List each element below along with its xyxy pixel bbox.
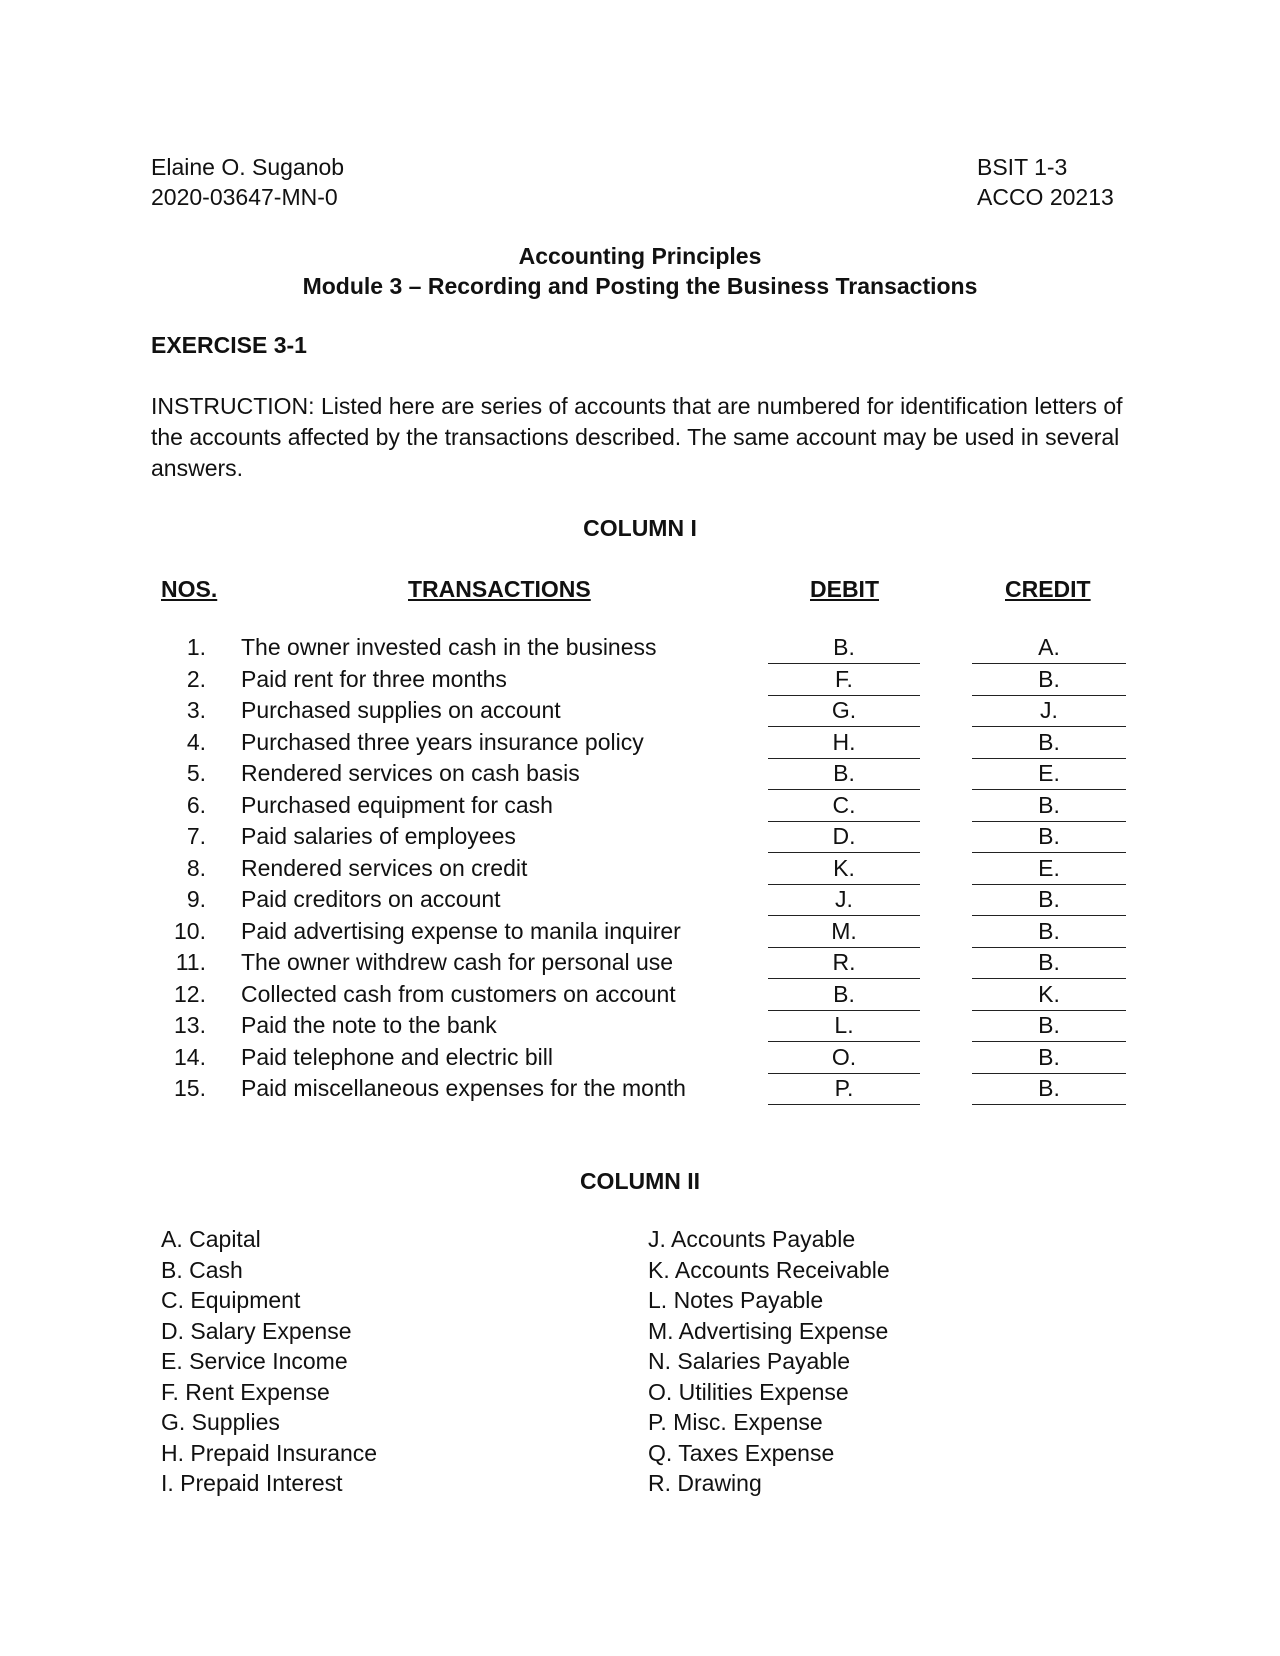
account-item: H. Prepaid Insurance bbox=[161, 1439, 378, 1466]
debit-answer: F. bbox=[768, 664, 920, 696]
debit-answer: P. bbox=[768, 1073, 920, 1105]
row-number: 1. bbox=[186, 634, 206, 660]
student-info bbox=[151, 152, 344, 212]
table-row bbox=[0, 632, 1280, 664]
credit-answer: E. bbox=[972, 758, 1126, 790]
title-line-1: Accounting Principles bbox=[518, 243, 762, 269]
debit-answer: R. bbox=[768, 947, 920, 979]
transaction-description: Paid rent for three months bbox=[241, 665, 507, 692]
table-row bbox=[0, 727, 1280, 759]
document-title bbox=[0, 241, 1280, 301]
debit-answer: C. bbox=[768, 790, 920, 822]
row-number: 14. bbox=[174, 1043, 206, 1070]
table-row bbox=[0, 916, 1280, 948]
table-row bbox=[0, 947, 1280, 979]
row-number: 10. bbox=[174, 917, 206, 944]
account-item: I. Prepaid Interest bbox=[161, 1470, 343, 1496]
student-name: Elaine O. Suganob bbox=[151, 154, 345, 180]
account-item: O. Utilities Expense bbox=[648, 1378, 849, 1405]
account-item: R. Drawing bbox=[648, 1470, 762, 1496]
section-label: BSIT 1-3 bbox=[977, 154, 1068, 180]
header-nos: NOS. bbox=[161, 576, 218, 602]
header-debit: DEBIT bbox=[810, 576, 879, 602]
transaction-description: Paid creditors on account bbox=[241, 886, 501, 912]
credit-answer: E. bbox=[972, 853, 1126, 885]
account-item: K. Accounts Receivable bbox=[648, 1256, 890, 1283]
transaction-description: Rendered services on credit bbox=[241, 854, 528, 881]
credit-answer: B. bbox=[972, 1042, 1126, 1074]
account-item: E. Service Income bbox=[161, 1348, 348, 1374]
transaction-description: Rendered services on cash basis bbox=[241, 760, 580, 786]
table-row bbox=[0, 979, 1280, 1011]
table-row bbox=[0, 695, 1280, 727]
row-number: 9. bbox=[186, 886, 206, 912]
title-line-2: Module 3 – Recording and Posting the Business Transactions bbox=[302, 273, 978, 299]
account-item: G. Supplies bbox=[161, 1409, 280, 1435]
transactions-table bbox=[0, 632, 1280, 1105]
exercise-label: EXERCISE 3-1 bbox=[151, 332, 307, 358]
transaction-description: Paid the note to the bank bbox=[241, 1012, 497, 1038]
credit-answer: B. bbox=[972, 916, 1126, 948]
credit-answer: J. bbox=[972, 695, 1126, 727]
table-row bbox=[0, 758, 1280, 790]
debit-answer: G. bbox=[768, 695, 920, 727]
instruction-paragraph: INSTRUCTION: Listed here are series of accounts that are numbered for identification letters of the accounts affected by the transactions described. The same account may be used in several answers. bbox=[151, 393, 1123, 481]
accounts-list-right bbox=[648, 1224, 890, 1499]
row-number: 3. bbox=[186, 697, 206, 723]
transaction-description: Purchased three years insurance policy bbox=[241, 728, 644, 755]
account-item: D. Salary Expense bbox=[161, 1317, 352, 1344]
transaction-description: Paid advertising expense to manila inquirer bbox=[241, 917, 681, 944]
transaction-description: Paid telephone and electric bill bbox=[241, 1043, 553, 1070]
row-number: 13. bbox=[174, 1012, 206, 1038]
account-item: Q. Taxes Expense bbox=[648, 1439, 835, 1466]
debit-answer: K. bbox=[768, 853, 920, 885]
credit-answer: K. bbox=[972, 979, 1126, 1011]
credit-answer: B. bbox=[972, 1073, 1126, 1105]
credit-answer: B. bbox=[972, 884, 1126, 916]
transaction-description: The owner invested cash in the business bbox=[241, 634, 657, 660]
table-row bbox=[0, 853, 1280, 885]
credit-answer: B. bbox=[972, 664, 1126, 696]
row-number: 7. bbox=[186, 823, 206, 849]
transaction-description: Purchased supplies on account bbox=[241, 697, 561, 723]
column-1-title: COLUMN I bbox=[583, 515, 697, 541]
debit-answer: M. bbox=[768, 916, 920, 948]
column-2-title: COLUMN II bbox=[579, 1168, 701, 1194]
row-number: 8. bbox=[186, 854, 206, 881]
accounts-list-left bbox=[161, 1224, 377, 1499]
debit-answer: B. bbox=[768, 758, 920, 790]
account-item: F. Rent Expense bbox=[161, 1378, 330, 1405]
table-row bbox=[0, 1073, 1280, 1105]
account-item: M. Advertising Expense bbox=[648, 1317, 889, 1344]
transaction-description: Paid salaries of employees bbox=[241, 823, 516, 849]
row-number: 2. bbox=[186, 665, 206, 692]
table-row bbox=[0, 664, 1280, 696]
account-item: C. Equipment bbox=[161, 1287, 301, 1313]
row-number: 15. bbox=[174, 1075, 206, 1101]
credit-answer: A. bbox=[972, 632, 1126, 664]
account-item: P. Misc. Expense bbox=[648, 1409, 823, 1435]
account-item: J. Accounts Payable bbox=[648, 1226, 856, 1252]
course-code: ACCO 20213 bbox=[977, 184, 1114, 210]
debit-answer: J. bbox=[768, 884, 920, 916]
row-number: 6. bbox=[186, 791, 206, 818]
transaction-description: The owner withdrew cash for personal use bbox=[241, 949, 674, 975]
header-transactions: TRANSACTIONS bbox=[408, 576, 591, 602]
student-number: 2020-03647-MN-0 bbox=[151, 184, 338, 210]
account-item: N. Salaries Payable bbox=[648, 1348, 850, 1374]
account-item: A. Capital bbox=[161, 1226, 261, 1252]
course-info bbox=[977, 152, 1114, 212]
table-row bbox=[0, 1010, 1280, 1042]
header-credit: CREDIT bbox=[1005, 576, 1091, 602]
debit-answer: D. bbox=[768, 821, 920, 853]
debit-answer: H. bbox=[768, 727, 920, 759]
account-item: L. Notes Payable bbox=[648, 1287, 824, 1313]
debit-answer: B. bbox=[768, 979, 920, 1011]
credit-answer: B. bbox=[972, 790, 1126, 822]
transaction-description: Collected cash from customers on account bbox=[241, 980, 676, 1007]
credit-answer: B. bbox=[972, 1010, 1126, 1042]
credit-answer: B. bbox=[972, 821, 1126, 853]
table-row bbox=[0, 790, 1280, 822]
debit-answer: B. bbox=[768, 632, 920, 664]
transaction-description: Purchased equipment for cash bbox=[241, 791, 553, 818]
row-number: 12. bbox=[174, 980, 206, 1007]
credit-answer: B. bbox=[972, 727, 1126, 759]
row-number: 5. bbox=[186, 760, 206, 786]
account-item: B. Cash bbox=[161, 1256, 243, 1283]
row-number: 11. bbox=[175, 949, 206, 975]
table-row bbox=[0, 821, 1280, 853]
table-row bbox=[0, 884, 1280, 916]
debit-answer: O. bbox=[768, 1042, 920, 1074]
debit-answer: L. bbox=[768, 1010, 920, 1042]
table-row bbox=[0, 1042, 1280, 1074]
credit-answer: B. bbox=[972, 947, 1126, 979]
row-number: 4. bbox=[186, 728, 206, 755]
transaction-description: Paid miscellaneous expenses for the month bbox=[241, 1075, 686, 1101]
